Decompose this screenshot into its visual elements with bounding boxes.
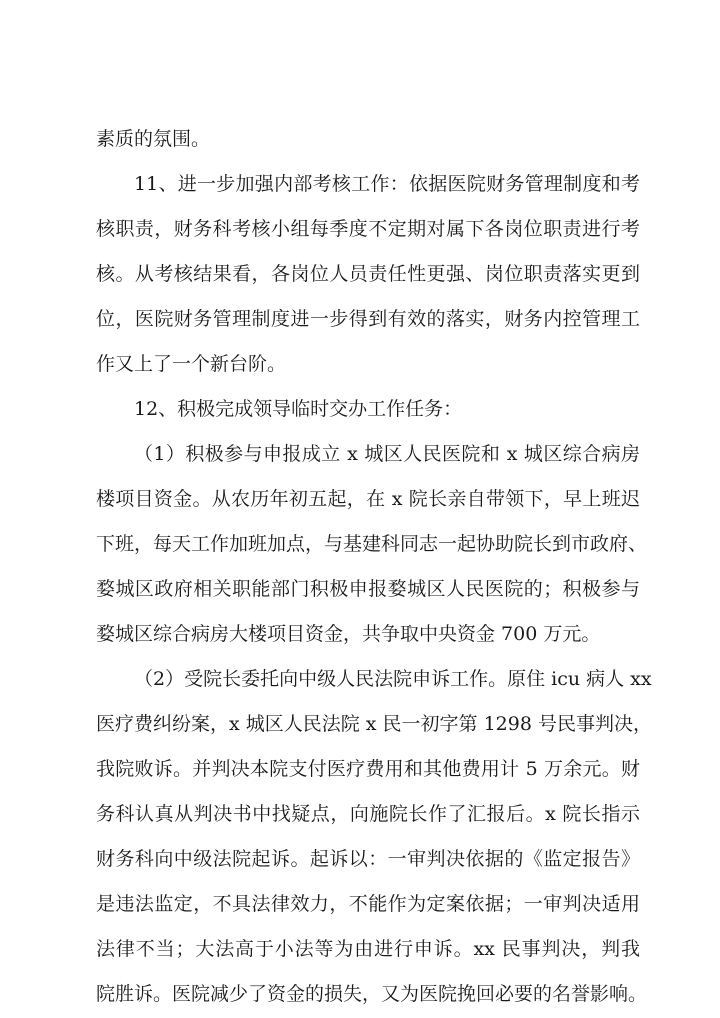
text-line: 核。从考核结果看，各岗位人员责任性更强、岗位职责落实更到 (96, 263, 640, 285)
text-line: 素质的氛围。 (96, 128, 211, 150)
text-line: 核职责，财务科考核小组每季度不定期对属下各岗位职责进行考 (96, 218, 640, 240)
text-line: （1）积极参与申报成立 x 城区人民医院和 x 城区综合病房 (134, 443, 640, 465)
text-line: 婺城区综合病房大楼项目资金，共争取中央资金 700 万元。 (96, 623, 601, 645)
text-line: 是违法监定，不具法律效力，不能作为定案依据；一审判决适用 (96, 893, 640, 915)
text-line: 法律不当；大法高于小法等为由进行申诉。xx 民事判决，判我 (96, 938, 640, 960)
text-line: 下班，每天工作加班加点，与基建科同志一起协助院长到市政府、 (96, 533, 648, 555)
text-line: 12、积极完成领导临时交办工作任务： (134, 398, 463, 420)
text-line: 务科认真从判决书中找疑点，向施院长作了汇报后。x 院长指示 (96, 803, 640, 825)
text-line: 楼项目资金。从农历年初五起，在 x 院长亲自带领下，早上班迟 (96, 488, 640, 510)
text-line: 婺城区政府相关职能部门积极申报婺城区人民医院的；积极参与 (96, 578, 640, 600)
text-line: 位，医院财务管理制度进一步得到有效的落实，财务内控管理工 (96, 308, 640, 330)
text-line: （2）受院长委托向中级人民法院申诉工作。原住 icu 病人 xx (134, 668, 652, 690)
text-line: 作又上了一个新台阶。 (96, 353, 287, 375)
text-line: 财务科向中级法院起诉。起诉以：一审判决依据的《监定报告》 (96, 848, 640, 870)
text-line: 11、进一步加强内部考核工作：依据医院财务管理制度和考 (134, 173, 640, 195)
text-line: 我院败诉。并判决本院支付医疗费用和其他费用计 5 万余元。财 (96, 758, 640, 780)
text-line: 院胜诉。医院减少了资金的损失，又为医院挽回必要的名誉影响。 (96, 983, 648, 1005)
text-line: 医疗费纠纷案，x 城区人民法院 x 民一初字第 1298 号民事判决， (96, 713, 652, 735)
